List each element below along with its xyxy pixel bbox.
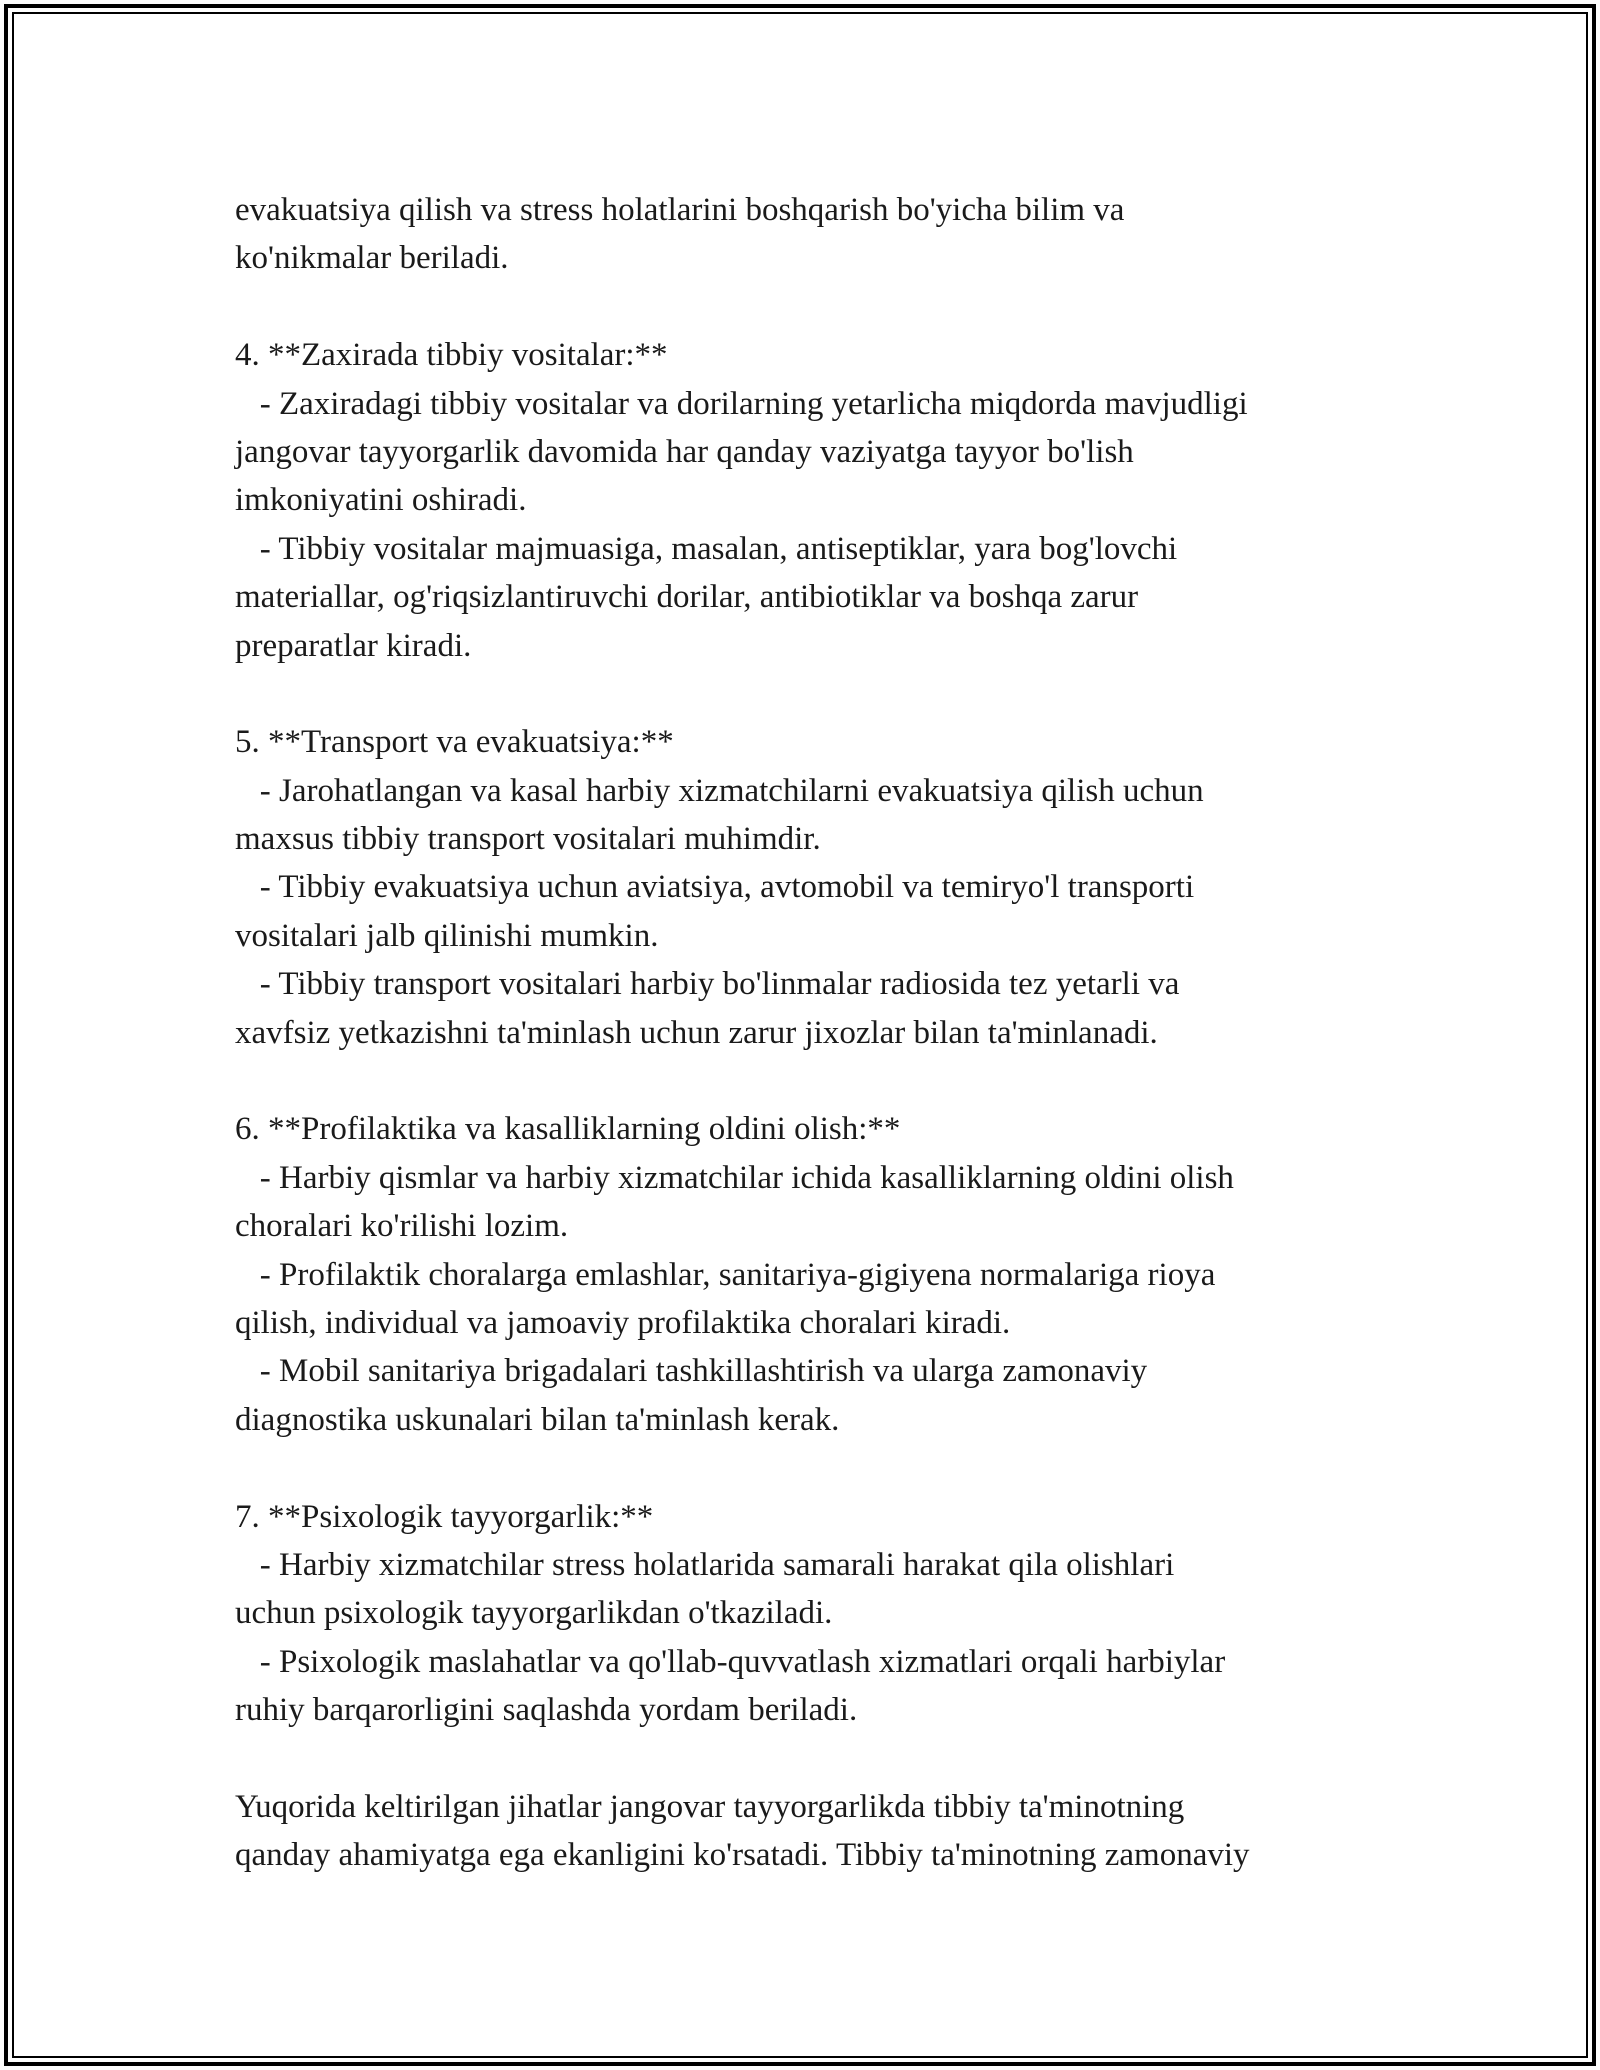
text-line: qilish, individual va jamoaviy profilaktika choralari kiradi. xyxy=(235,1304,1011,1341)
text-line: qanday ahamiyatga ega ekanligini ko'rsatadi. Tibbiy ta'minotning zamonaviy xyxy=(235,1837,1250,1874)
section-5 xyxy=(235,718,1395,1057)
paragraph-gap xyxy=(235,283,1395,331)
conclusion-paragraph xyxy=(235,1783,1395,1880)
section-heading: 5. **Transport va evakuatsiya:** xyxy=(235,724,674,761)
text-line: materiallar, og'riqsizlantiruvchi dorilar, antibiotiklar va boshqa zarur xyxy=(235,579,1139,616)
text-line: uchun psixologik tayyorgarlikdan o'tkaziladi. xyxy=(235,1595,833,1632)
text-line: - Tibbiy vositalar majmuasiga, masalan, antiseptiklar, yara bog'lovchi xyxy=(235,530,1178,567)
intro-paragraph xyxy=(235,186,1395,283)
section-4 xyxy=(235,331,1395,670)
text-line: preparatlar kiradi. xyxy=(235,627,472,664)
text-line: - Tibbiy evakuatsiya uchun aviatsiya, avtomobil va temiryo'l transporti xyxy=(235,869,1195,906)
paragraph-gap xyxy=(235,1735,1395,1783)
text-line: - Jarohatlangan va kasal harbiy xizmatchilarni evakuatsiya qilish uchun xyxy=(235,772,1204,809)
text-line: ko'nikmalar beriladi. xyxy=(235,240,509,277)
text-line: xavfsiz yetkazishni ta'minlash uchun zarur jixozlar bilan ta'minlanadi. xyxy=(235,1014,1158,1051)
section-heading: 4. **Zaxirada tibbiy vositalar:** xyxy=(235,337,668,374)
section-heading: 6. **Profilaktika va kasalliklarning oldini olish:** xyxy=(235,1111,901,1148)
paragraph-gap xyxy=(235,1057,1395,1105)
text-line: - Profilaktik choralarga emlashlar, sanitariya-gigiyena normalariga rioya xyxy=(235,1256,1216,1293)
text-line: Yuqorida keltirilgan jihatlar jangovar tayyorgarlikda tibbiy ta'minotning xyxy=(235,1788,1185,1825)
text-line: - Harbiy xizmatchilar stress holatlarida samarali harakat qila olishlari xyxy=(235,1546,1175,1583)
text-line: imkoniyatini oshiradi. xyxy=(235,482,527,519)
text-line: - Mobil sanitariya brigadalari tashkillashtirish va ularga zamonaviy xyxy=(235,1353,1148,1390)
section-7 xyxy=(235,1493,1395,1735)
paragraph-gap xyxy=(235,1444,1395,1492)
text-line: maxsus tibbiy transport vositalari muhimdir. xyxy=(235,821,821,858)
text-line: - Harbiy qismlar va harbiy xizmatchilar ichida kasalliklarning oldini olish xyxy=(235,1159,1234,1196)
section-heading: 7. **Psixologik tayyorgarlik:** xyxy=(235,1498,654,1535)
text-line: - Psixologik maslahatlar va qo'llab-quvvatlash xizmatlari orqali harbiylar xyxy=(235,1643,1226,1680)
text-line: jangovar tayyorgarlik davomida har qanday vaziyatga tayyor bo'lish xyxy=(235,433,1134,470)
section-6 xyxy=(235,1105,1395,1444)
text-line: diagnostika uskunalari bilan ta'minlash kerak. xyxy=(235,1401,840,1438)
text-line: ruhiy barqarorligini saqlashda yordam beriladi. xyxy=(235,1692,858,1729)
document-body xyxy=(235,186,1395,1880)
text-line: choralari ko'rilishi lozim. xyxy=(235,1208,569,1245)
text-line: evakuatsiya qilish va stress holatlarini boshqarish bo'yicha bilim va xyxy=(235,192,1125,228)
text-line: vositalari jalb qilinishi mumkin. xyxy=(235,917,659,954)
text-line: - Zaxiradagi tibbiy vositalar va dorilarning yetarlicha miqdorda mavjudligi xyxy=(235,385,1248,422)
text-line: - Tibbiy transport vositalari harbiy bo'linmalar radiosida tez yetarli va xyxy=(235,966,1180,1003)
paragraph-gap xyxy=(235,670,1395,718)
